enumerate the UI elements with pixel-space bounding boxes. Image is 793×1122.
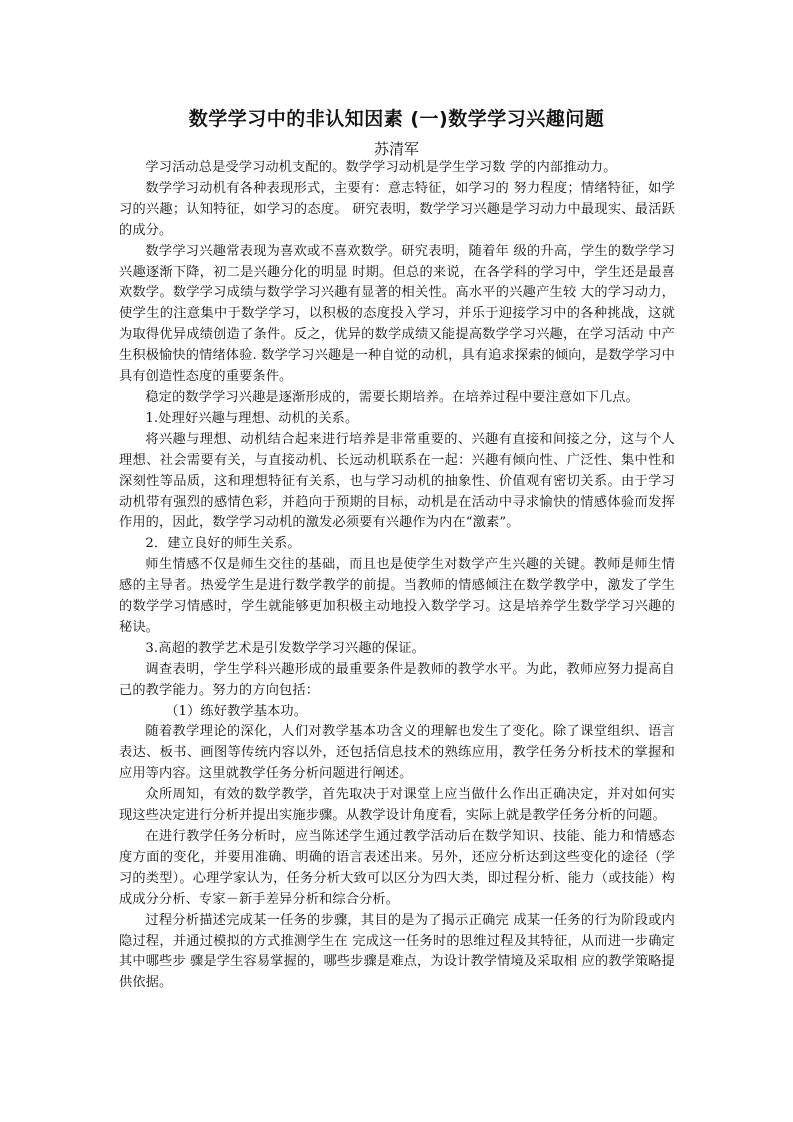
paragraph: 在进行教学任务分析时，应当陈述学生通过教学活动后在数学知识、技能、能力和情感态度方面的变化，并要用准确、明确的语言表述出来。另外，还应分析达到这些变化的途径（学习的类型）。心理学家认为，任务分析大致可以区分为四大类，即过程分析、能力（或技能）构成成分分析、专家－新手差异分析和综合分析。 bbox=[119, 829, 675, 907]
paragraph: 将兴趣与理想、动机结合起来进行培养是非常重要的、兴趣有直接和间接之分，这与个人理想、社会需要有关，与直接动机、长远动机联系在一起：兴趣有倾向性、广泛性、集中性和深刻性等品质，这和理想特征有关系，也与学习动机的抽象性、价值观有密切关系。由于学习动机带有强烈的感情色彩，并趋向于预期的目标，动机是在活动中寻求愉快的情感体验而发挥作用的，因此，数学学习动机的激发必须要有兴趣作为内在“激素”。 bbox=[119, 431, 675, 531]
paragraph: 过程分析描述完成某一任务的步骤，其目的是为了揭示正确完 成某一任务的行为阶段或内隐过程，并通过模拟的方式推测学生在 完成这一任务时的思维过程及其特征，从而进一步确定其中哪些步 骤是学生容易掌握的，哪些步骤是难点，为设计教学情境及采取相 应的教学策略提供依据。 bbox=[119, 912, 675, 991]
document-body bbox=[119, 158, 675, 994]
paragraph: 数学学习兴趣常表现为喜欢或不喜欢数学。研究表明，随着年 级的升高，学生的数学学习兴趣逐渐下降，初二是兴趣分化的明显 时期。但总的来说，在各学科的学习中，学生还是最喜欢数学。数学学习成绩与数学学习兴趣有显著的相关性。高水平的兴趣产生较 大的学习动力，使学生的注意集中于数学学习，以积极的态度投入学习，并乐于迎接学习中的各种挑战，这就为取得优异成绩创造了条件。反之，优异的数学成绩又能提高数学学习兴趣，在学习活动 中产生积极愉快的情绪体验. 数学学习兴趣是一种自觉的动机，具有追求探索的倾向，是数学学习中具有创造性态度的重要条件。 bbox=[119, 243, 675, 385]
paragraph: 调查表明，学生学科兴趣形成的最重要条件是教师的教学水平。为此，教师应努力提高自己的教学能力。努力的方向包括： bbox=[119, 661, 675, 698]
paragraph: 学习活动总是受学习动机支配的。数学学习动机是学生学习数 学的内部推动力。 bbox=[145, 160, 617, 175]
document-title: 数学学习中的非认知因素 (一)数学学习兴趣问题 bbox=[188, 108, 605, 130]
paragraph: 众所周知，有效的数学教学，首先取决于对课堂上应当做什么作出正确决定，并对如何实现这些决定进行分析并提出实施步骤。从教学设计角度看，实际上就是教学任务分析的问题。 bbox=[119, 787, 675, 824]
section-heading: 2．建立良好的师生关系。 bbox=[145, 536, 301, 552]
section-heading: 3.高超的教学艺术是引发数学学习兴趣的保证。 bbox=[145, 640, 426, 656]
paragraph: 师生情感不仅是师生交往的基础，而且也是使学生对数学产生兴趣的关键。教师是师生情感的主导者。热爱学生是进行数学教学的前提。当教师的情感倾注在数学教学中，激发了学生的数学学习情感时，学生就能够更加积极主动地投入数学学习。这是培养学生数学学习兴趣的秘诀。 bbox=[119, 557, 675, 635]
author-name: 苏清军 bbox=[373, 140, 419, 158]
subsection-heading: （1）练好教学基本功。 bbox=[165, 703, 308, 719]
paragraph: 稳定的数学学习兴趣是逐渐形成的，需要长期培养。在培养过程中要注意如下几点。 bbox=[145, 389, 639, 405]
paragraph: 数学学习动机有各种表现形式，主要有：意志特征，如学习的 努力程度；情绪特征，如学习的兴趣；认知特征，如学习的态度。 研究表明，数学学习兴趣是学习动力中最现实、最活跃的成分。 bbox=[119, 180, 675, 238]
paragraph: 随着教学理论的深化，人们对教学基本功含义的理解也发生了变化。除了课堂组织、语言表达、板书、画图等传统内容以外，还包括信息技术的熟练应用，教学任务分析技术的掌握和应用等内容。这里就教学任务分析问题进行阐述。 bbox=[119, 724, 675, 782]
section-heading: 1.处理好兴趣与理想、动机的关系。 bbox=[145, 410, 359, 426]
